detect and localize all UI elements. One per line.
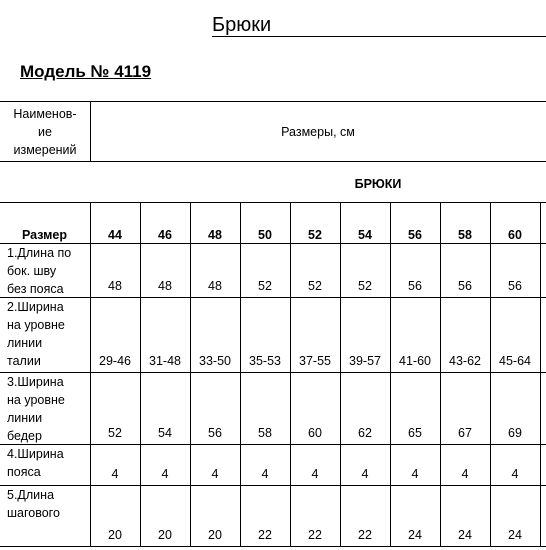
measurement-value: 4 — [461, 467, 469, 481]
measurement-value: 58 — [258, 426, 272, 440]
measurement-label: на уровне — [7, 393, 65, 407]
measurement-value: 52 — [258, 279, 272, 293]
measurement-value: 43-62 — [449, 354, 481, 368]
measurement-value: 20 — [108, 528, 122, 542]
measurement-value: 24 — [458, 528, 472, 542]
size-cell: 50 — [258, 228, 272, 242]
measurement-value: 52 — [308, 279, 322, 293]
measurement-value: 29-46 — [99, 354, 131, 368]
column-divider — [140, 202, 141, 546]
size-cell: 52 — [308, 228, 322, 242]
measurement-header-line: измерений — [13, 143, 77, 157]
measurement-value: 31-48 — [149, 354, 181, 368]
measurement-value: 56 — [408, 279, 422, 293]
size-cell: 58 — [458, 228, 472, 242]
column-divider — [90, 202, 91, 546]
measurement-value: 48 — [158, 279, 172, 293]
measurement-label: 5.Длина — [7, 488, 55, 502]
measurement-label: на уровне — [7, 318, 65, 332]
page-title: Брюки — [212, 14, 272, 36]
measurement-header-line: ие — [38, 125, 52, 139]
measurement-value: 4 — [111, 467, 119, 481]
measurement-value: 4 — [161, 467, 169, 481]
measurement-value: 65 — [408, 426, 422, 440]
measurement-value: 69 — [508, 426, 522, 440]
measurement-value: 4 — [211, 467, 219, 481]
measurement-value: 4 — [361, 467, 369, 481]
row-divider — [0, 297, 546, 298]
measurement-value: 24 — [508, 528, 522, 542]
row-divider — [0, 101, 546, 102]
size-cell: 60 — [508, 228, 522, 242]
measurement-value: 67 — [458, 426, 472, 440]
measurement-value: 33-50 — [199, 354, 231, 368]
measurement-value: 37-55 — [299, 354, 331, 368]
measurement-value: 48 — [108, 279, 122, 293]
column-divider — [190, 202, 191, 546]
measurement-value: 20 — [208, 528, 222, 542]
measurement-label: 2.Ширина — [7, 300, 64, 314]
size-cell: 56 — [408, 228, 422, 242]
measurement-label: пояса — [7, 465, 41, 479]
row-divider — [0, 444, 546, 445]
measurement-label: 3.Ширина — [7, 375, 64, 389]
measurement-value: 62 — [358, 426, 372, 440]
measurement-value: 24 — [408, 528, 422, 542]
row-divider — [0, 546, 546, 547]
measurement-header-line: Наименов- — [13, 107, 77, 121]
measurement-value: 35-53 — [249, 354, 281, 368]
measurement-value: 22 — [308, 528, 322, 542]
column-divider — [290, 202, 291, 546]
measurement-value: 41-60 — [399, 354, 431, 368]
column-divider — [440, 202, 441, 546]
measurement-label: линии — [7, 411, 43, 425]
measurement-label: без пояса — [7, 282, 64, 296]
row-divider — [0, 202, 546, 203]
measurement-value: 52 — [358, 279, 372, 293]
row-divider — [0, 372, 546, 373]
model-number: Модель № 4119 — [20, 62, 152, 81]
measurement-value: 4 — [311, 467, 319, 481]
size-cell: 54 — [358, 228, 372, 242]
measurement-label: шагового — [7, 506, 60, 520]
measurement-value: 56 — [508, 279, 522, 293]
row-divider — [0, 485, 546, 486]
measurement-value: 45-64 — [499, 354, 531, 368]
measurement-label: бедер — [7, 429, 42, 443]
measurement-label: линии — [7, 336, 43, 350]
sizes-header: Размеры, см — [281, 125, 355, 139]
measurement-value: 48 — [208, 279, 222, 293]
column-divider — [390, 202, 391, 546]
column-divider — [540, 202, 541, 546]
measurement-value: 4 — [511, 467, 519, 481]
measurement-label: бок. шву — [7, 264, 57, 278]
measurement-value: 60 — [308, 426, 322, 440]
measurement-value: 4 — [411, 467, 419, 481]
measurement-value: 52 — [108, 426, 122, 440]
measurement-value: 20 — [158, 528, 172, 542]
size-cell: 44 — [108, 228, 122, 242]
measurement-value: 22 — [258, 528, 272, 542]
section-label: БРЮКИ — [354, 177, 402, 191]
measurement-value: 56 — [458, 279, 472, 293]
size-cell: 46 — [158, 228, 172, 242]
measurement-label: 4.Ширина — [7, 447, 64, 461]
row-divider — [0, 161, 546, 162]
measurement-value: 54 — [158, 426, 172, 440]
title-underline — [212, 36, 546, 37]
measurement-value: 56 — [208, 426, 222, 440]
column-divider — [490, 202, 491, 546]
measurement-value: 4 — [261, 467, 269, 481]
column-divider — [340, 202, 341, 546]
measurement-value: 39-57 — [349, 354, 381, 368]
size-cell: 48 — [208, 228, 222, 242]
measurement-value: 22 — [358, 528, 372, 542]
measurement-label: талии — [7, 354, 41, 368]
size-label: Размер — [22, 228, 68, 242]
measurement-label: 1.Длина по — [7, 246, 72, 260]
column-divider — [240, 202, 241, 546]
